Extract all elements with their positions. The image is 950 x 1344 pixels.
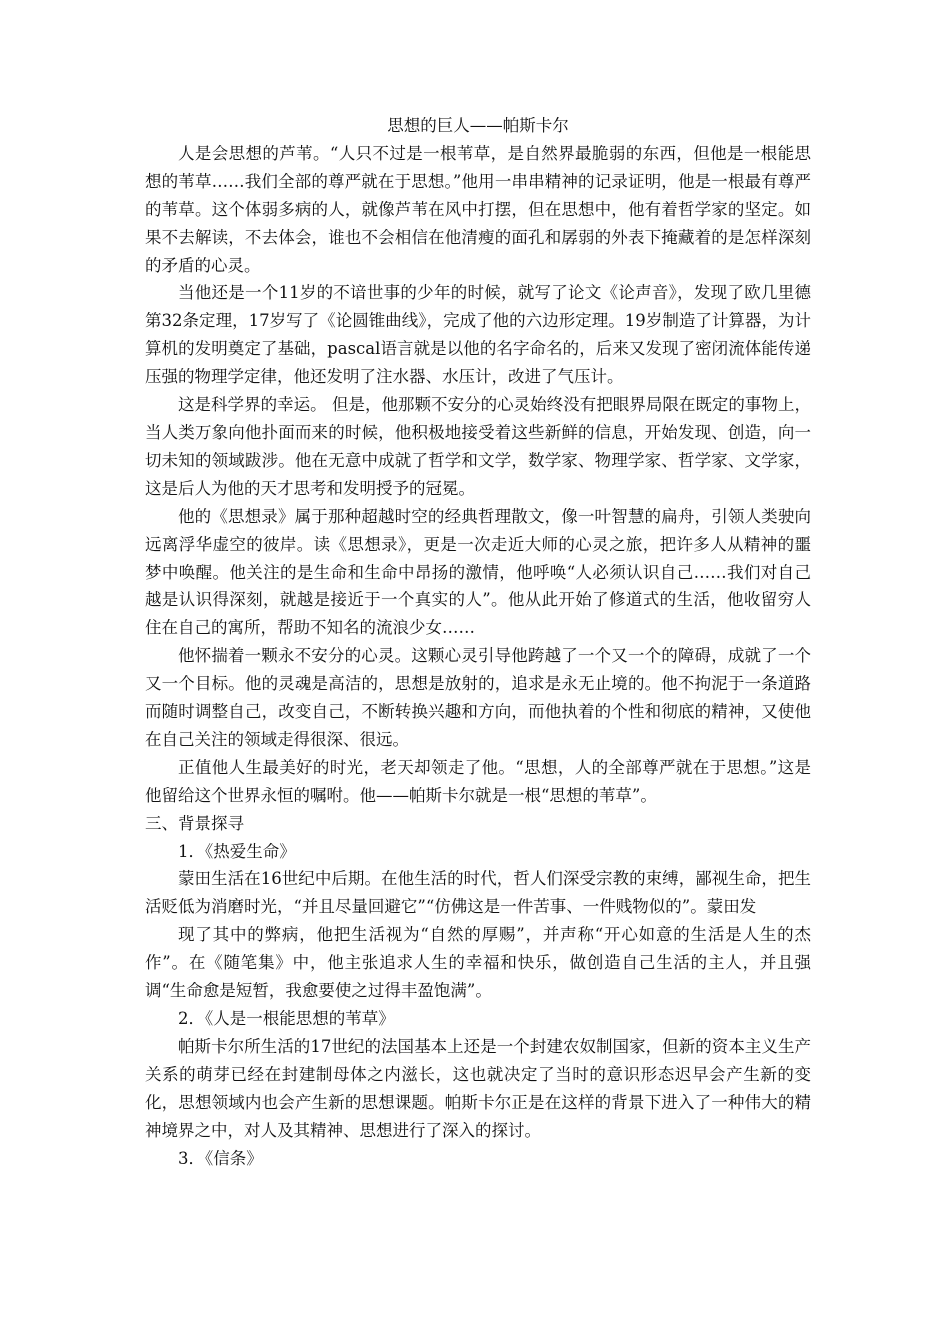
paragraph-6: 正值他人生最美好的时光，老天却领走了他。“思想，人的全部尊严就在于思想。”这是他留给这个世界永恒的嘱咐。他——帕斯卡尔就是一根“思想的苇草”。: [145, 757, 811, 805]
subsection-2-paragraph: 帕斯卡尔所生活的17世纪的法国基本上还是一个封建农奴制国家，但新的资本主义生产关系的萌芽已经在封建制母体之内滋长，这也就决定了当时的意识形态迟早会产生新的变化，思想领域内也会产生新的思想课题。帕斯卡尔正是在这样的背景下进入了一种伟大的精神境界之中，对人及其精神、思想进行了深入的探讨。: [145, 1036, 811, 1140]
subheading-1: 1．《热爱生命》: [178, 841, 296, 861]
subsection-1-paragraph-1: 蒙田生活在16世纪中后期。在他生活的时代，哲人们深受宗教的束缚，鄙视生命，把生活贬低为消磨时光，“并且尽量回避它”“仿佛这是一件苦事、一件贱物似的”。蒙田发: [145, 869, 811, 917]
subheading-2: 2．《人是一根能思想的苇草》: [178, 1009, 395, 1028]
section-heading: 三、背景探寻: [145, 813, 244, 833]
paragraph-4: 他的《思想录》属于那种超越时空的经典哲理散文，像一叶智慧的扁舟，引领人类驶向远离浮华虚空的彼岸。读《思想录》，更是一次走近大师的心灵之旅，把许多人从精神的噩梦中唤醒。他关注的是生命和生命中昂扬的激情，他呼唤“人必须认识自己……我们对自己越是认识得深刻，就越是接近于一个真实的人”。他从此开始了修道式的生活，他收留穷人住在自己的寓所，帮助不知名的流浪少女……: [145, 506, 811, 638]
paragraph-3: 这是科学界的幸运。 但是，他那颗不安分的心灵始终没有把眼界局限在既定的事物上，当人类万象向他扑面而来的时候，他积极地接受着这些新鲜的信息，开始发现、创造，向一切未知的领域跋涉。他在无意中成就了哲学和文学，数学家、物理学家、哲学家、文学家，这是后人为他的天才思考和发明授予的冠冕。: [145, 395, 811, 498]
subsection-1-paragraph-2: 现了其中的弊病，他把生活视为“自然的厚赐”，并声称“开心如意的生活是人生的杰作”。在《随笔集》中，他主张追求人生的幸福和快乐，做创造自己生活的主人，并且强调“生命愈是短暂，我愈要使之过得丰盈饱满”。: [145, 925, 811, 1001]
document-title: 思想的巨人——帕斯卡尔: [387, 116, 569, 135]
paragraph-2: 当他还是一个11岁的不谙世事的少年的时候，就写了论文《论声音》，发现了欧几里德第32条定理，17岁写了《论圆锥曲线》，完成了他的六边形定理。19岁制造了计算器，为计算机的发明奠定了基础，pascal语言就是以他的名字命名的，后来又发现了密闭流体能传递压强的物理学定律，他还发明了注水器、水压计，改进了气压计。: [145, 283, 811, 387]
paragraph-5: 他怀揣着一颗永不安分的心灵。这颗心灵引导他跨越了一个又一个的障碍，成就了一个又一个目标。他的灵魂是高洁的，思想是放射的，追求是永无止境的。他不拘泥于一条道路而随时调整自己，改变自己，不断转换兴趣和方向，而他执着的个性和彻底的精神，又使他在自己关注的领域走得很深、很远。: [145, 646, 811, 749]
paragraph-1: 人是会思想的芦苇。“人只不过是一根苇草，是自然界最脆弱的东西，但他是一根能思想的苇草……我们全部的尊严就在于思想。”他用一串串精神的记录证明，他是一根最有尊严的苇草。这个体弱多病的人，就像芦苇在风中打摆，但在思想中，他有着哲学家的坚定。如果不去解读，不去体会，谁也不会相信在他清瘦的面孔和孱弱的外表下掩藏着的是怎样深刻的矛盾的心灵。: [145, 143, 811, 275]
document-page: [145, 112, 811, 1172]
subheading-3: 3．《信条》: [178, 1148, 263, 1168]
